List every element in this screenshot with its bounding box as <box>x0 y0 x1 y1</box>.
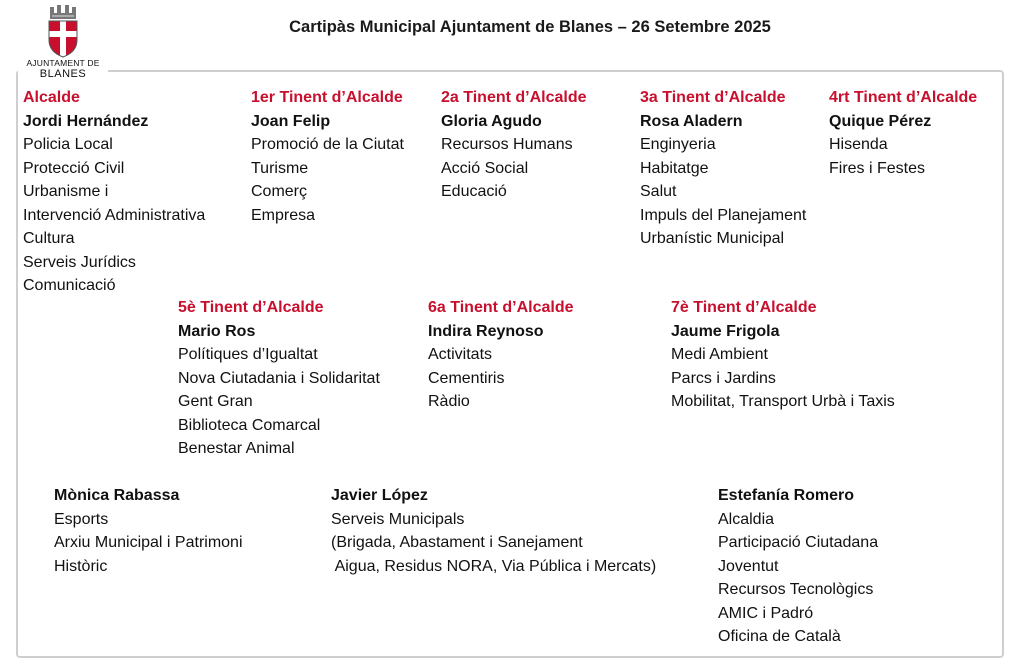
portfolio-item: Cultura <box>23 230 75 247</box>
portfolio-item: (Brigada, Abastament i Sanejament <box>331 534 583 551</box>
councillor-block-romero <box>718 484 878 649</box>
councillor-block-lopez <box>331 484 656 578</box>
portfolio-item: Nova Ciutadania i Solidaritat <box>178 369 380 387</box>
official-name: Javier López <box>331 487 428 504</box>
portfolio-item: Arxiu Municipal i Patrimoni <box>54 534 243 551</box>
portfolio-item: Promoció de la Ciutat <box>251 136 404 153</box>
portfolio-item: Protecció Civil <box>23 159 125 177</box>
portfolio-item: Alcaldia <box>718 510 775 528</box>
portfolio-item: Benestar Animal <box>178 440 295 457</box>
portfolio-item: Serveis Municipals <box>331 510 465 528</box>
portfolio-item: Serveis Jurídics <box>23 253 136 271</box>
portfolio-item: Mobilitat, Transport Urbà i Taxis <box>671 393 895 410</box>
portfolio-item: Recursos Tecnològics <box>718 581 874 598</box>
official-block-1er-tinent <box>251 86 404 227</box>
portfolio-item: Històric <box>54 557 108 575</box>
role-title: 5è Tinent d’Alcalde <box>178 299 324 316</box>
portfolio-item: Salut <box>640 183 677 200</box>
portfolio-item: Impuls del Planejament <box>640 206 807 224</box>
portfolio-item: Aigua, Residus NORA, Via Pública i Mercats) <box>331 557 657 575</box>
portfolio-item: Gent Gran <box>178 393 253 410</box>
official-name: Quique Pérez <box>829 112 932 130</box>
portfolio-item: Esports <box>54 510 109 528</box>
role-title: 2a Tinent d’Alcalde <box>441 89 587 106</box>
portfolio-item: Turisme <box>251 159 309 177</box>
portfolio-item: Joventut <box>718 557 779 575</box>
portfolio-item: Oficina de Català <box>718 628 841 645</box>
role-title: 1er Tinent d’Alcalde <box>251 89 403 106</box>
official-block-alcalde <box>23 86 205 298</box>
portfolio-item: Acció Social <box>441 159 529 177</box>
official-block-4rt-tinent <box>829 86 977 180</box>
portfolio-item: Cementiris <box>428 369 505 387</box>
official-name: Mario Ros <box>178 322 256 340</box>
page-title: Cartipàs Municipal Ajuntament de Blanes – 26 Setembre 2025 <box>289 18 771 36</box>
portfolio-item: Educació <box>441 183 507 200</box>
portfolio-item: Medi Ambient <box>671 346 768 363</box>
official-name: Rosa Aladern <box>640 112 743 130</box>
portfolio-item: Policia Local <box>23 136 113 153</box>
portfolio-item: Comunicació <box>23 277 116 294</box>
portfolio-item: Activitats <box>428 346 493 363</box>
portfolio-item: Urbanístic Municipal <box>640 230 785 247</box>
portfolio-item: Enginyeria <box>640 136 716 153</box>
portfolio-item: Comerç <box>251 183 308 200</box>
logo-text-line1: AJUNTAMENT DE <box>26 58 100 68</box>
role-title: 4rt Tinent d’Alcalde <box>829 89 978 106</box>
role-title: Alcalde <box>23 89 80 106</box>
portfolio-item: Habitatge <box>640 159 709 177</box>
official-block-6a-tinent <box>428 296 574 414</box>
official-block-2a-tinent <box>441 86 587 204</box>
official-name: Gloria Agudo <box>441 112 542 130</box>
municipal-logo <box>18 2 108 84</box>
portfolio-item: Biblioteca Comarcal <box>178 416 321 434</box>
portfolio-item: Empresa <box>251 206 316 224</box>
official-block-7e-tinent <box>671 296 895 414</box>
official-name: Estefanía Romero <box>718 487 855 504</box>
portfolio-item: Hisenda <box>829 136 888 153</box>
official-name: Mònica Rabassa <box>54 487 180 504</box>
portfolio-item: Parcs i Jardins <box>671 369 776 387</box>
official-block-3a-tinent <box>640 86 806 251</box>
official-name: Jordi Hernández <box>23 112 149 130</box>
portfolio-item: Recursos Humans <box>441 136 573 153</box>
official-name: Indira Reynoso <box>428 322 544 340</box>
role-title: 7è Tinent d’Alcalde <box>671 299 817 316</box>
portfolio-item: Intervenció Administrativa <box>23 206 206 224</box>
councillor-block-rabassa <box>54 484 243 578</box>
logo-text-line2: BLANES <box>39 68 87 80</box>
official-name: Jaume Frigola <box>671 322 780 340</box>
role-title: 3a Tinent d’Alcalde <box>640 89 786 106</box>
role-title: 6a Tinent d’Alcalde <box>428 299 574 316</box>
portfolio-item: Fires i Festes <box>829 159 926 177</box>
portfolio-item: Participació Ciutadana <box>718 534 879 551</box>
portfolio-item: Polítiques d’Igualtat <box>178 346 318 363</box>
official-block-5e-tinent <box>178 296 380 461</box>
portfolio-item: AMIC i Padró <box>718 604 814 622</box>
official-name: Joan Felip <box>251 112 331 130</box>
portfolio-item: Urbanisme i <box>23 183 109 200</box>
portfolio-item: Ràdio <box>428 393 470 410</box>
